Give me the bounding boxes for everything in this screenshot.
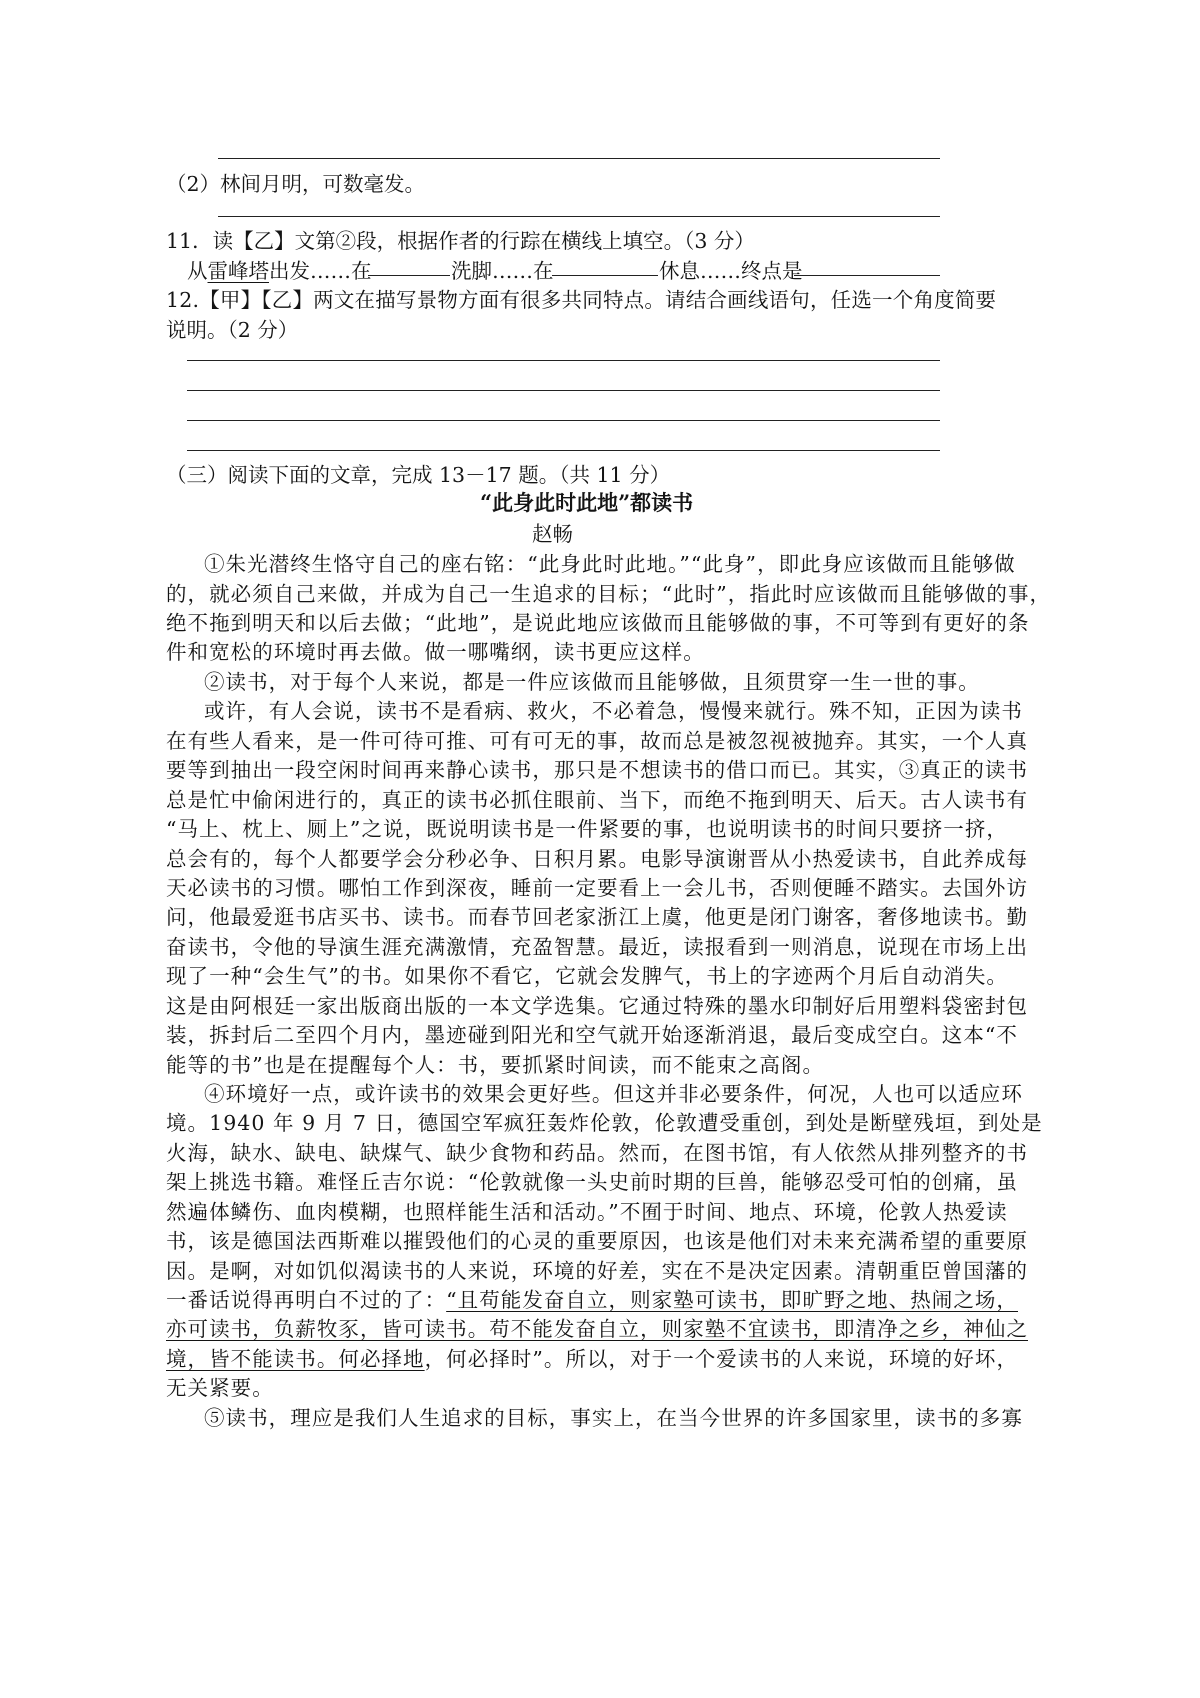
body-line: 或许，有人会说，读书不是看病、救火，不必着急，慢慢来就行。殊不知，正因为读书 <box>204 699 1023 723</box>
body-line: 总是忙中偷闲进行的，真正的读书必抓住眼前、当下，而绝不拖到明天、后天。古人读书有 <box>166 788 1028 812</box>
answer-line[interactable] <box>218 158 940 159</box>
body-line: 件和宽松的环境时再去做。做一哪嘴纲，读书更应这样。 <box>166 640 705 664</box>
q11-text: 从 <box>187 259 208 283</box>
body-line: 绝不拖到明天和以后去做；“此地”，是说此地应该做而且能够做的事，不可等到有更好的条 <box>166 611 1030 635</box>
body-line: 现了一种“会生气”的书。如果你不看它，它就会发脾气，书上的字迹两个月后自动消失。 <box>166 964 1008 988</box>
article-author: 赵畅 <box>532 522 573 546</box>
q11-text: 雷峰塔 <box>207 259 269 283</box>
body-line: 奋读书，令他的导演生涯充满激情，充盈智慧。最近，读报看到一则消息，说现在市场上出 <box>166 935 1028 959</box>
body-text: ，何必择时”。所以，对于一个爱读书的人来说，环境的好坏， <box>424 1347 1018 1371</box>
body-line: 然遍体鳞伤、血肉模糊，也照样能生活和活动。”不囿于时间、地点、环境，伦敦人热爱读 <box>166 1200 1008 1224</box>
answer-line[interactable] <box>187 420 940 421</box>
body-line: 在有些人看来，是一件可待可推、可有可无的事，故而总是被忽视被抛弃。其实，一个人真 <box>166 729 1028 753</box>
body-line: ①朱光潜终生恪守自己的座右铭：“此身此时此地。”“此身”，即此身应该做而且能够做 <box>204 552 1016 576</box>
question-12: 12.【甲】【乙】两文在描写景物方面有很多共同特点。请结合画线语句，任选一个角度简要 <box>166 288 997 312</box>
q11-text: 洗脚……在 <box>451 259 554 283</box>
body-line: 书，该是德国法西斯难以摧毁他们的心灵的重要原因，也该是他们对未来充满希望的重要原 <box>166 1229 1028 1253</box>
body-line: 天必读书的习惯。哪怕工作到深夜，睡前一定要看上一会儿书，否则便睡不踏实。去国外访 <box>166 876 1028 900</box>
body-line: 装，拆封后二至四个月内，墨迹碰到阳光和空气就开始逐渐消退，最后变成空白。这本“不 <box>166 1023 1018 1047</box>
body-line: 无关紧要。 <box>166 1376 274 1400</box>
section-instruction: （三）阅读下面的文章，完成 13－17 题。（共 11 分） <box>166 463 671 487</box>
q11-text: 出发……在 <box>269 259 372 283</box>
body-line: 总会有的，每个人都要学会分秒必争、日积月累。电影导演谢晋从小热爱读书，自此养成每 <box>166 847 1028 871</box>
body-line: “马上、枕上、厕上”之说，既说明读书是一件紧要的事，也说明读书的时间只要挤一挤， <box>166 817 1008 841</box>
answer-line[interactable] <box>187 360 940 361</box>
q11-text: 休息……终点是 <box>659 259 803 283</box>
body-line: ②读书，对于每个人来说，都是一件应该做而且能够做，且须贯穿一生一世的事。 <box>204 670 980 694</box>
body-text: 一番话说得再明白不过的了： <box>166 1288 447 1312</box>
answer-blank-1[interactable] <box>368 275 450 276</box>
body-line: 架上挑选书籍。难怪丘吉尔说：“伦敦就像一头史前时期的巨兽，能够忍受可怕的创痛，虽 <box>166 1170 1018 1194</box>
body-line: 火海，缺水、缺电、缺煤气、缺少食物和药品。然而，在图书馆，有人依然从排列整齐的书 <box>166 1141 1028 1165</box>
body-line: 因。是啊，对如饥似渴读书的人来说，环境的好差，实在不是决定因素。清朝重臣曾国藩的 <box>166 1259 1028 1283</box>
answer-line[interactable] <box>218 216 940 217</box>
body-line: 这是由阿根廷一家出版商出版的一本文学选集。它通过特殊的墨水印制好后用塑料袋密封包 <box>166 994 1028 1018</box>
underlined-quote: “且苟能发奋自立，则家塾可读书，即旷野之地、热闹之场， <box>446 1288 1018 1312</box>
answer-line[interactable] <box>187 450 940 451</box>
underlined-quote: 境，皆不能读书。何必择地 <box>166 1347 425 1371</box>
body-line: 能等的书”也是在提醒每个人：书，要抓紧时间读，而不能束之高阁。 <box>166 1053 825 1077</box>
body-line: 问，他最爱逛书店买书、读书。而春节回老家浙江上虞，他更是闭门谢客，奢侈地读书。勤 <box>166 905 1028 929</box>
question-11-fill-blanks <box>187 254 372 284</box>
body-line: ⑤读书，理应是我们人生追求的目标，事实上，在当今世界的许多国家里，读书的多寡 <box>204 1406 1023 1430</box>
body-line: ④环境好一点，或许读书的效果会更好些。但这并非必要条件，何况，人也可以适应环 <box>204 1082 1023 1106</box>
answer-line[interactable] <box>187 390 940 391</box>
answer-blank-2[interactable] <box>552 275 658 276</box>
body-line: 境。1940 年 9 月 7 日，德国空军疯狂轰炸伦敦，伦敦遭受重创，到处是断壁残垣，到处是 <box>166 1111 1043 1135</box>
answer-blank-3[interactable] <box>794 275 940 276</box>
question-12-cont: 说明。（2 分） <box>166 318 299 342</box>
body-line <box>166 1283 1018 1313</box>
article-title: “此身此时此地”都读书 <box>480 490 694 515</box>
question-item-2: （2）林间月明，可数毫发。 <box>166 172 426 196</box>
body-line: 的，就必须自己来做，并成为自己一生追求的目标；“此时”，指此时应该做而且能够做的事， <box>166 582 1052 606</box>
question-11: 11．读【乙】文第②段，根据作者的行踪在横线上填空。（3 分） <box>166 229 755 253</box>
underlined-quote: 亦可读书，负薪牧豕，皆可读书。苟不能发奋自立，则家塾不宜读书，即清净之乡，神仙之 <box>166 1317 1028 1341</box>
body-line <box>166 1342 1018 1372</box>
body-line: 要等到抽出一段空闲时间再来静心读书，那只是不想读书的借口而已。其实，③真正的读书 <box>166 758 1028 782</box>
